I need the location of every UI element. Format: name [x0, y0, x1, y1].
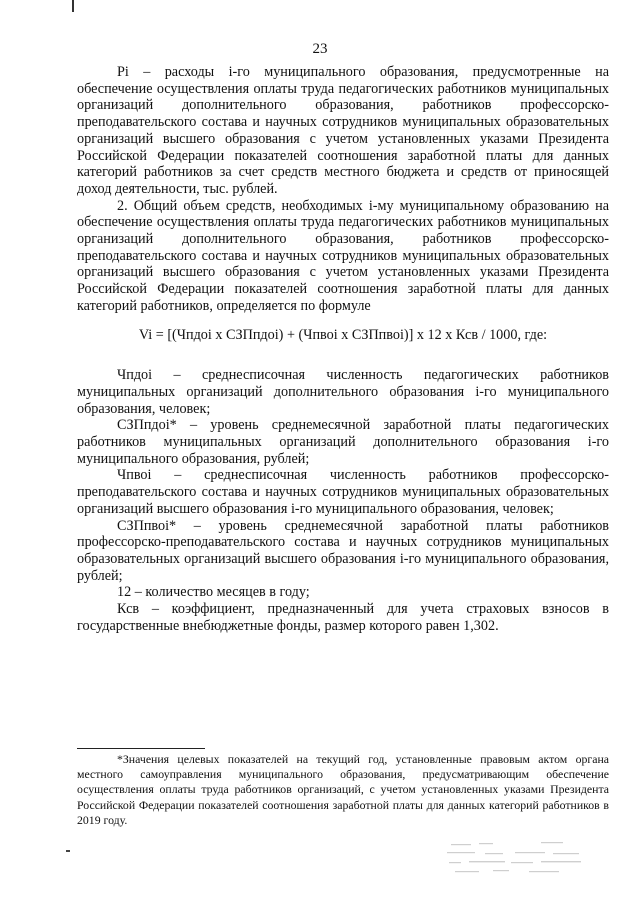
- footnote: *Значения целевых показателей на текущий год, установленные правовым актом органа местного самоуправления муниципального образования, предусматривающим обеспечение осуществления оплаты труда работников организаций, с учетом установленных указами Президента Российской Федерации показателей соотношения заработной платы для данных категорий работников в 2019 году.: [77, 752, 609, 827]
- page-number: 23: [312, 41, 328, 57]
- paragraph-pi-definition: Pi – расходы i-го муниципального образования, предусмотренные на обеспечение осуществления оплаты труда педагогических работников муниципальных организаций дополнительного образования, работников профессорско-преподавательского состава и научных сотрудников муниципальных образовательных организаций высшего образования с учетом установленных указами Президента Российской Федерации показателей соотношения заработной платы для данных категорий работников за счет средств местного бюджета и средств от приносящей доход деятельности, тыс. рублей.: [77, 64, 609, 197]
- definition-chpvo: Чпвоi – среднесписочная численность работников профессорско-преподавательского состава и научных сотрудников муниципальных образовательных организаций высшего образования i-го муниципального образования, человек;: [77, 467, 609, 517]
- document-body: [77, 64, 609, 635]
- definition-chpdo: Чпдоi – среднесписочная численность педагогических работников муниципальных организаций дополнительного образования i-го муниципального образования, человек;: [77, 367, 609, 417]
- definition-szppvo: СЗПпвоi* – уровень среднемесячной заработной платы работников профессорско-преподавательского состава и научных сотрудников муниципальных образовательных организаций высшего образования i-го муниципального образования, рублей;: [77, 517, 609, 584]
- definition-ksv: Ксв – коэффициент, предназначенный для учета страховых взносов в государственные внебюджетные фонды, размер которого равен 1,302.: [77, 601, 609, 634]
- spacer: [77, 357, 609, 367]
- faded-stamp-mark: [445, 838, 595, 878]
- scan-mark-top: [72, 0, 74, 12]
- definition-months: 12 – количество месяцев в году;: [117, 584, 310, 601]
- definition-szppdo: СЗПпдоi* – уровень среднемесячной заработной платы педагогических работников муниципальных организаций дополнительного образования i-го муниципального образования, рублей;: [77, 417, 609, 467]
- formula: Vi = [(Чпдоi х СЗПпдоi) + (Чпвоi х СЗПпвоi)] х 12 х Ксв / 1000, где:: [138, 326, 548, 343]
- paragraph-total-volume: 2. Общий объем средств, необходимых i-му муниципальному образованию на обеспечение осуществления оплаты труда педагогических работников муниципальных организаций дополнительного образования, работников профессорско-преподавательского состава и научных сотрудников муниципальных образовательных организаций высшего образования с учетом установленных указами Президента Российской Федерации показателей соотношения заработной платы для данных категорий работников, определяется по формуле: [77, 197, 609, 314]
- footnote-divider: [77, 748, 205, 749]
- scan-mark-bottom: [66, 850, 70, 852]
